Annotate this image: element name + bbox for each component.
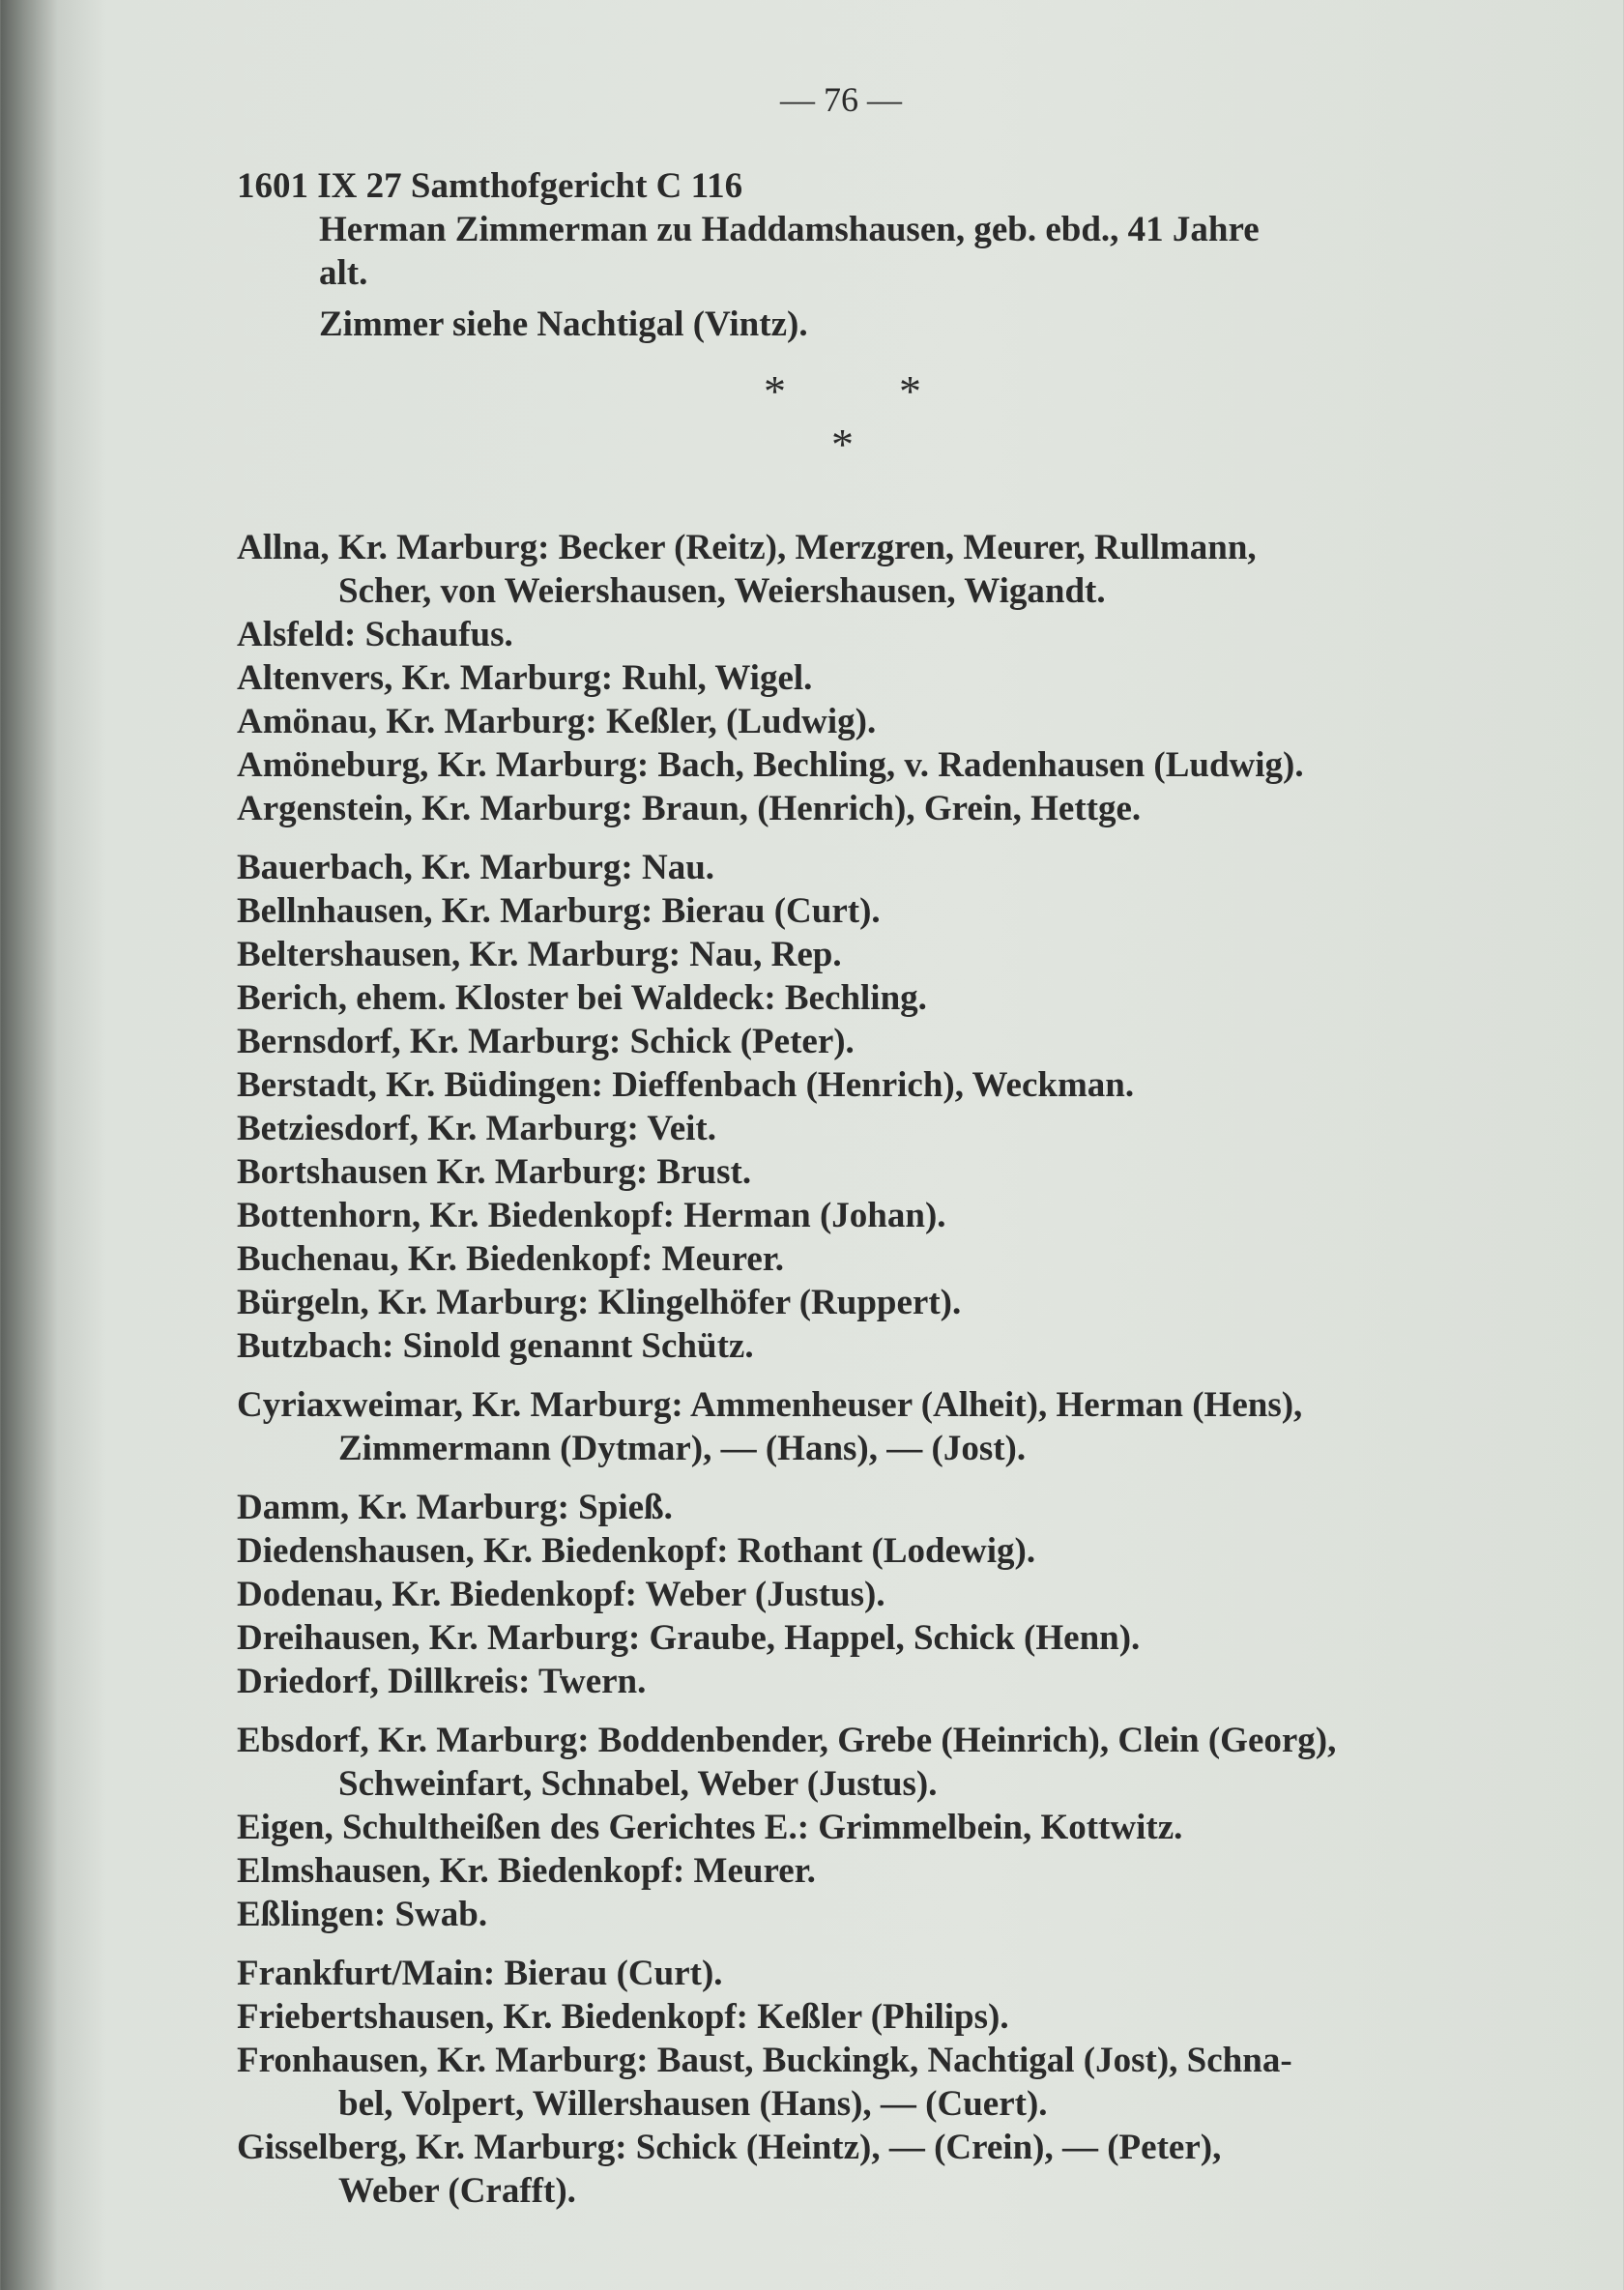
entry-line: Bottenhorn, Kr. Biedenkopf: Herman (Johan). — [237, 1196, 946, 1235]
entry-line: Ebsdorf, Kr. Marburg: Boddenbender, Grebe (Heinrich), Clein (Georg), — [237, 1721, 1337, 1760]
place-index — [237, 526, 1474, 2213]
entry-line: Butzbach: Sinold genannt Schütz. — [237, 1326, 754, 1366]
index-entry — [237, 889, 1474, 933]
page-body — [237, 164, 1474, 2213]
index-entry — [237, 1237, 1474, 1281]
entry-line: Allna, Kr. Marburg: Becker (Reitz), Merzgren, Meurer, Rullmann, — [237, 528, 1257, 567]
index-entry — [237, 1616, 1474, 1660]
index-entry — [237, 1281, 1474, 1324]
entry-line: Eßlingen: Swab. — [237, 1895, 488, 1934]
entry-line: Bauerbach, Kr. Marburg: Nau. — [237, 848, 715, 887]
index-entry — [237, 1486, 1474, 1529]
entry-line: Buchenau, Kr. Biedenkopf: Meurer. — [237, 1239, 785, 1279]
entry-line: Berstadt, Kr. Büdingen: Dieffenbach (Henrich), Weckman. — [237, 1065, 1135, 1105]
section-separator — [237, 365, 1474, 510]
index-entry — [237, 2039, 1474, 2126]
index-entry — [237, 700, 1474, 743]
entry-line: Friebertshausen, Kr. Biedenkopf: Keßler (Philips). — [237, 1997, 1009, 2037]
index-entry — [237, 1806, 1474, 1849]
index-entry — [237, 1952, 1474, 1995]
entry-line: Bürgeln, Kr. Marburg: Klingelhöfer (Ruppert). — [237, 1283, 962, 1322]
letter-group — [237, 1383, 1474, 1470]
entry-line: Bernsdorf, Kr. Marburg: Schick (Peter). — [237, 1022, 855, 1061]
letter-group — [237, 846, 1474, 1368]
entry-line: Cyriaxweimar, Kr. Marburg: Ammenheuser (Alheit), Herman (Hens), — [237, 1385, 1303, 1425]
index-entry — [237, 613, 1474, 656]
record-line: alt. — [319, 253, 368, 293]
entry-line: Damm, Kr. Marburg: Spieß. — [237, 1488, 673, 1527]
index-entry — [237, 1020, 1474, 1063]
entry-line: Amönau, Kr. Marburg: Keßler, (Ludwig). — [237, 702, 877, 741]
entry-continuation: Zimmermann (Dytmar), — (Hans), — (Jost). — [338, 1429, 1027, 1468]
entry-continuation: Scher, von Weiershausen, Weiershausen, Wigandt. — [338, 571, 1106, 611]
index-entry — [237, 787, 1474, 830]
index-entry — [237, 526, 1474, 613]
index-entry — [237, 846, 1474, 889]
record-line: Herman Zimmerman zu Haddamshausen, geb. ebd., 41 Jahre — [319, 210, 1260, 249]
entry-line: Dreihausen, Kr. Marburg: Graube, Happel, Schick (Henn). — [237, 1618, 1141, 1658]
entry-line: Elmshausen, Kr. Biedenkopf: Meurer. — [237, 1851, 816, 1891]
entry-line: Beltershausen, Kr. Marburg: Nau, Rep. — [237, 935, 842, 974]
index-entry — [237, 1383, 1474, 1470]
entry-line: Diedenshausen, Kr. Biedenkopf: Rothant (Lodewig). — [237, 1531, 1036, 1571]
letter-group — [237, 1719, 1474, 1936]
entry-continuation: Schweinfart, Schnabel, Weber (Justus). — [338, 1764, 938, 1804]
index-entry — [237, 1573, 1474, 1616]
cross-reference: Zimmer siehe Nachtigal (Vintz). — [319, 304, 808, 344]
entry-line: Betziesdorf, Kr. Marburg: Veit. — [237, 1109, 716, 1148]
index-entry — [237, 1660, 1474, 1703]
letter-group — [237, 1952, 1474, 2213]
index-entry — [237, 743, 1474, 787]
entry-line: Altenvers, Kr. Marburg: Ruhl, Wigel. — [237, 658, 813, 698]
entry-line: Gisselberg, Kr. Marburg: Schick (Heintz), — (Crein), — (Peter), — [237, 2128, 1222, 2167]
index-entry — [237, 1719, 1474, 1806]
index-entry — [237, 1150, 1474, 1194]
index-entry — [237, 1324, 1474, 1368]
index-entry — [237, 2126, 1474, 2213]
letter-group — [237, 1486, 1474, 1703]
index-entry — [237, 1063, 1474, 1107]
index-entry — [237, 1107, 1474, 1150]
asterisk-icon: * — [899, 366, 921, 416]
index-entry — [237, 1995, 1474, 2039]
entry-line: Bellnhausen, Kr. Marburg: Bierau (Curt). — [237, 891, 881, 931]
record-heading: 1601 IX 27 Samthofgericht C 116 — [237, 166, 743, 206]
page-number: — 76 — — [780, 80, 902, 119]
entry-line: Amöneburg, Kr. Marburg: Bach, Bechling, v. Radenhausen (Ludwig). — [237, 745, 1304, 785]
index-entry — [237, 1893, 1474, 1936]
asterisk-icon: * — [831, 420, 854, 469]
entry-line: Dodenau, Kr. Biedenkopf: Weber (Justus). — [237, 1575, 885, 1614]
entry-line: Driedorf, Dillkreis: Twern. — [237, 1662, 647, 1701]
index-entry — [237, 656, 1474, 700]
index-entry — [237, 933, 1474, 976]
entry-line: Eigen, Schultheißen des Gerichtes E.: Grimmelbein, Kottwitz. — [237, 1808, 1183, 1847]
index-entry — [237, 976, 1474, 1020]
entry-line: Fronhausen, Kr. Marburg: Baust, Buckingk, Nachtigal (Jost), Schna- — [237, 2041, 1292, 2080]
asterisk-icon: * — [764, 366, 786, 416]
entry-line: Frankfurt/Main: Bierau (Curt). — [237, 1954, 723, 1993]
entry-line: Berich, ehem. Kloster bei Waldeck: Bechling. — [237, 978, 927, 1018]
index-entry — [237, 1194, 1474, 1237]
index-entry — [237, 1529, 1474, 1573]
entry-continuation: bel, Volpert, Willershausen (Hans), — (Cuert). — [338, 2084, 1048, 2124]
letter-group — [237, 526, 1474, 830]
entry-line: Argenstein, Kr. Marburg: Braun, (Henrich), Grein, Hettge. — [237, 789, 1142, 828]
index-entry — [237, 1849, 1474, 1893]
entry-line: Alsfeld: Schaufus. — [237, 615, 513, 654]
entry-line: Bortshausen Kr. Marburg: Brust. — [237, 1152, 752, 1192]
entry-continuation: Weber (Crafft). — [338, 2171, 576, 2211]
